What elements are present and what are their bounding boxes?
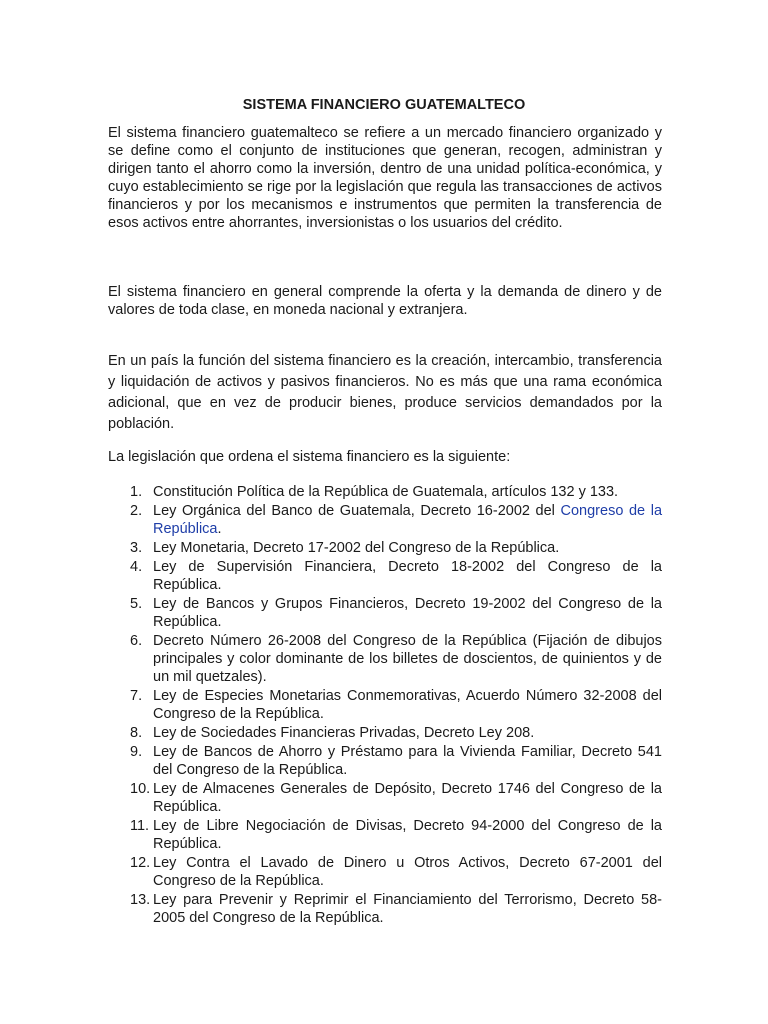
list-item-text: Decreto Número 26-2008 del Congreso de la República (Fijación de dibujos principales y color dominante de los billetes de doscientos, de quinientos y de un mil quetzales). xyxy=(153,633,662,685)
list-item-text: Ley Monetaria, Decreto 17-2002 del Congreso de la República. xyxy=(153,540,560,556)
list-item xyxy=(108,558,662,594)
list-item-text: Ley de Especies Monetarias Conmemorativas, Acuerdo Número 32-2008 del Congreso de la República. xyxy=(153,688,662,722)
list-item xyxy=(108,595,662,631)
paragraph-definition: El sistema financiero guatemalteco se refiere a un mercado financiero organizado y se define como el conjunto de instituciones que generan, recogen, administran y dirigen tanto el ahorro como la inversión, dentro de una unidad política-económica, y cuyo establecimiento se rige por la legislación que regula las transacciones de activos financieros y por los mecanismos e instrumentos que permiten la transferencia de esos activos entre ahorrantes, inversionistas o los usuarios del crédito. xyxy=(108,125,662,231)
list-item xyxy=(108,724,662,742)
page-title: SISTEMA FINANCIERO GUATEMALTECO xyxy=(242,97,526,113)
list-item xyxy=(108,780,662,816)
list-item-text: Ley de Supervisión Financiera, Decreto 18-2002 del Congreso de la República. xyxy=(153,559,662,593)
list-item xyxy=(108,687,662,723)
list-item-text: Ley para Prevenir y Reprimir el Financiamiento del Terrorismo, Decreto 58-2005 del Congreso de la República. xyxy=(153,892,662,926)
list-item-text: Ley de Sociedades Financieras Privadas, Decreto Ley 208. xyxy=(153,725,535,741)
list-item-text: Ley de Bancos y Grupos Financieros, Decreto 19-2002 del Congreso de la República. xyxy=(153,596,662,630)
list-number: 13. xyxy=(130,892,151,908)
list-item-text: Ley Orgánica del Banco de Guatemala, Decreto 16-2002 del xyxy=(153,503,561,519)
list-item xyxy=(108,891,662,927)
list-item xyxy=(108,502,662,538)
list-number: 2. xyxy=(130,503,143,519)
paragraph-legislation-intro: La legislación que ordena el sistema financiero es la siguiente: xyxy=(108,449,511,465)
list-item xyxy=(108,483,662,501)
list-number: 11. xyxy=(130,818,150,834)
paragraph-scope: El sistema financiero en general comprende la oferta y la demanda de dinero y de valores de toda clase, en moneda nacional y extranjera. xyxy=(108,284,662,318)
list-number: 4. xyxy=(130,559,143,575)
list-item-text: Ley Contra el Lavado de Dinero u Otros Activos, Decreto 67-2001 del Congreso de la República. xyxy=(153,855,662,889)
list-number: 6. xyxy=(130,633,143,649)
list-number: 10. xyxy=(130,781,151,797)
congreso-link[interactable]: Congreso de la República xyxy=(153,503,663,537)
list-number: 1. xyxy=(130,484,143,500)
paragraph-function: En un país la función del sistema financiero es la creación, intercambio, transferencia y liquidación de activos y pasivos financieros. No es más que una rama económica adicional, que en vez de producir bienes, produce servicios demandados por la población. xyxy=(108,353,662,432)
list-number: 5. xyxy=(130,596,143,612)
list-number: 8. xyxy=(130,725,143,741)
list-number: 3. xyxy=(130,540,143,556)
list-item xyxy=(108,539,662,557)
list-item xyxy=(108,817,662,853)
list-number: 12. xyxy=(130,855,151,871)
list-number: 7. xyxy=(130,688,143,704)
list-number: 9. xyxy=(130,744,143,760)
list-item xyxy=(108,743,662,779)
list-item-text: Ley de Libre Negociación de Divisas, Decreto 94-2000 del Congreso de la República. xyxy=(153,818,662,852)
list-item xyxy=(108,632,662,686)
list-item-text: Ley de Almacenes Generales de Depósito, Decreto 1746 del Congreso de la República. xyxy=(153,781,662,815)
list-item xyxy=(108,854,662,890)
list-item-text: Constitución Política de la República de Guatemala, artículos 132 y 133. xyxy=(153,484,619,500)
list-item-text-end: . xyxy=(217,521,222,537)
list-item-text: Ley de Bancos de Ahorro y Préstamo para la Vivienda Familiar, Decreto 541 del Congreso de la República. xyxy=(153,744,662,778)
legislation-list xyxy=(108,483,662,928)
